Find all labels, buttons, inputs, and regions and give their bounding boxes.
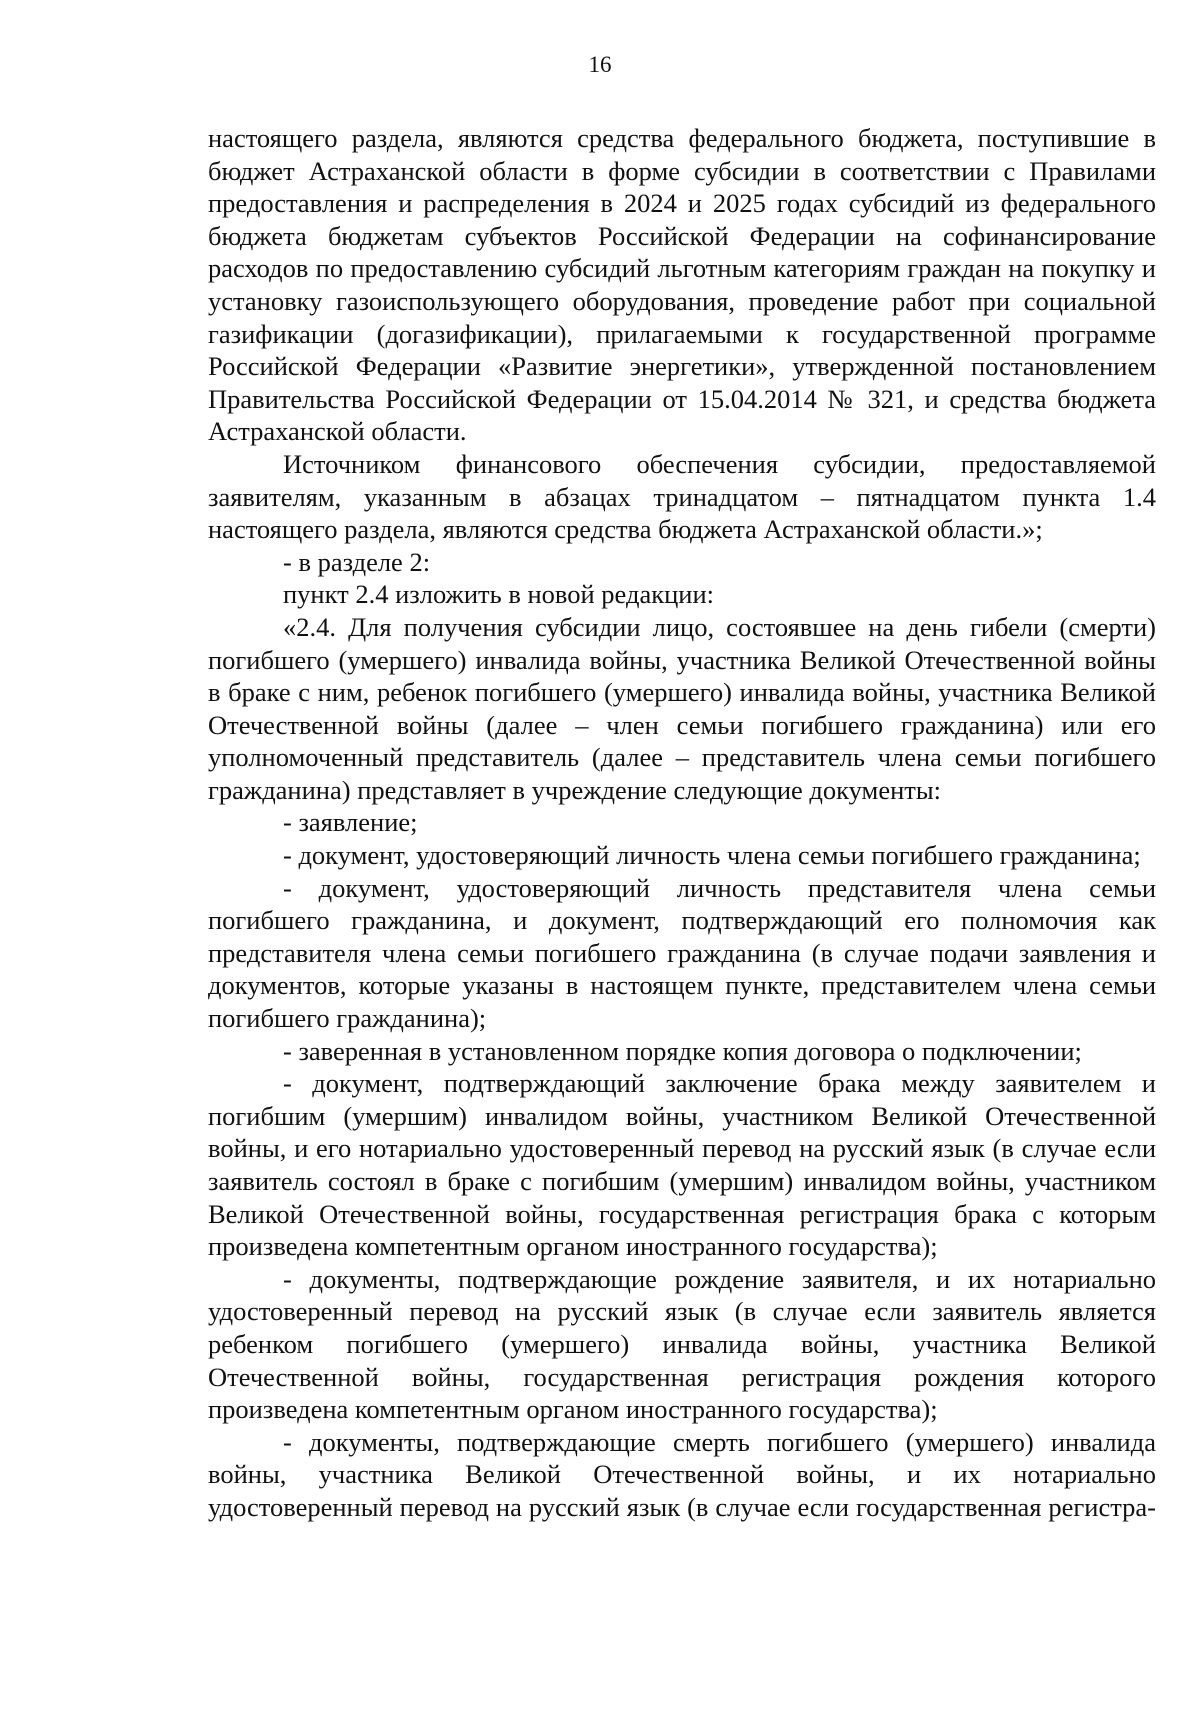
paragraph-financing-source: Источником финансового обеспечения субсидии, предоставляемой заявителям, указанным в абзацах тринадцатом – пятнадцатом пункта 1.4 настоящего раздела, являются средства бюджета Астраханской области.»; [208, 448, 1156, 545]
list-item-identity-document: - документ, удостоверяющий личность члена семьи погибшего гражданина; [283, 840, 1141, 871]
page-number: 16 [588, 52, 612, 77]
list-item-marriage-document: - документ, подтверждающий заключение брака между заявителем и погибшим (умершим) инвалидом войны, участником Великой Отечественной войны, и его нотариально удостоверенный перевод на русский язык (в случае если заявитель состоял в браке с погибшим (умершим) инвалидом войны, участником Великой Отечественной войны, государственная регистрация брака с которым произведена компетентным органом иностранного государства); [208, 1068, 1156, 1262]
paragraph-item-2-4-intro: пункт 2.4 изложить в новой редакции: [283, 579, 714, 610]
paragraph-section-2: - в разделе 2: [283, 546, 431, 577]
paragraph-funding-sources: настоящего раздела, являются средства федерального бюджета, поступившие в бюджет Астраханской области в форме субсидии в соответствии с Правилами предоставления и распределения в 2024 и 2025 годах субсидий из федерального бюджета бюджетам субъектов Российской Федерации на софинансирование расходов по предоставлению субсидий льготным категориям граждан на покупку и установку газоиспользующего оборудования, проведение работ при социальной газификации (догазификации), прилагаемыми к государственной программе Российской Федерации «Развитие энергетики», утвержденной постановлением Правительства Российской Федерации от 15.04.2014 № 321, и средства бюджета Астраханской области. [208, 123, 1156, 447]
list-item-birth-documents: - документы, подтверждающие рождение заявителя, и их нотариально удостоверенный перевод на русский язык (в случае если заявитель является ребенком погибшего (умершего) инвалида войны, участника Великой Отечественной войны, государственная регистрация рождения которого произведена компетентным органом иностранного государства); [208, 1263, 1156, 1425]
list-item-death-documents: - документы, подтверждающие смерть погибшего (умершего) инвалида войны, участника Великой Отечественной войны, и их нотариально удостоверенный перевод на русский язык (в случае если государственная регистра- [208, 1426, 1156, 1522]
list-item-application: - заявление; [283, 807, 418, 838]
list-item-representative-document: - документ, удостоверяющий личность представителя члена семьи погибшего гражданина, и документ, подтверждающий его полномочия как представителя члена семьи погибшего гражданина (в случае подачи заявления и документов, которые указаны в настоящем пункте, представителем члена семьи погибшего гражданина); [208, 872, 1156, 1034]
paragraph-item-2-4: «2.4. Для получения субсидии лицо, состоявшее на день гибели (смерти) погибшего (умершего) инвалида войны, участника Великой Отечественной войны в браке с ним, ребенок погибшего (умершего) инвалида войны, участника Великой Отечественной войны (далее – член семьи погибшего гражданина) или его уполномоченный представитель (далее – представитель члена семьи погибшего гражданина) представляет в учреждение следующие документы: [208, 611, 1156, 805]
document-body [208, 122, 1156, 1524]
list-item-contract-copy: - заверенная в установленном порядке копия договора о подключении; [283, 1035, 1082, 1066]
